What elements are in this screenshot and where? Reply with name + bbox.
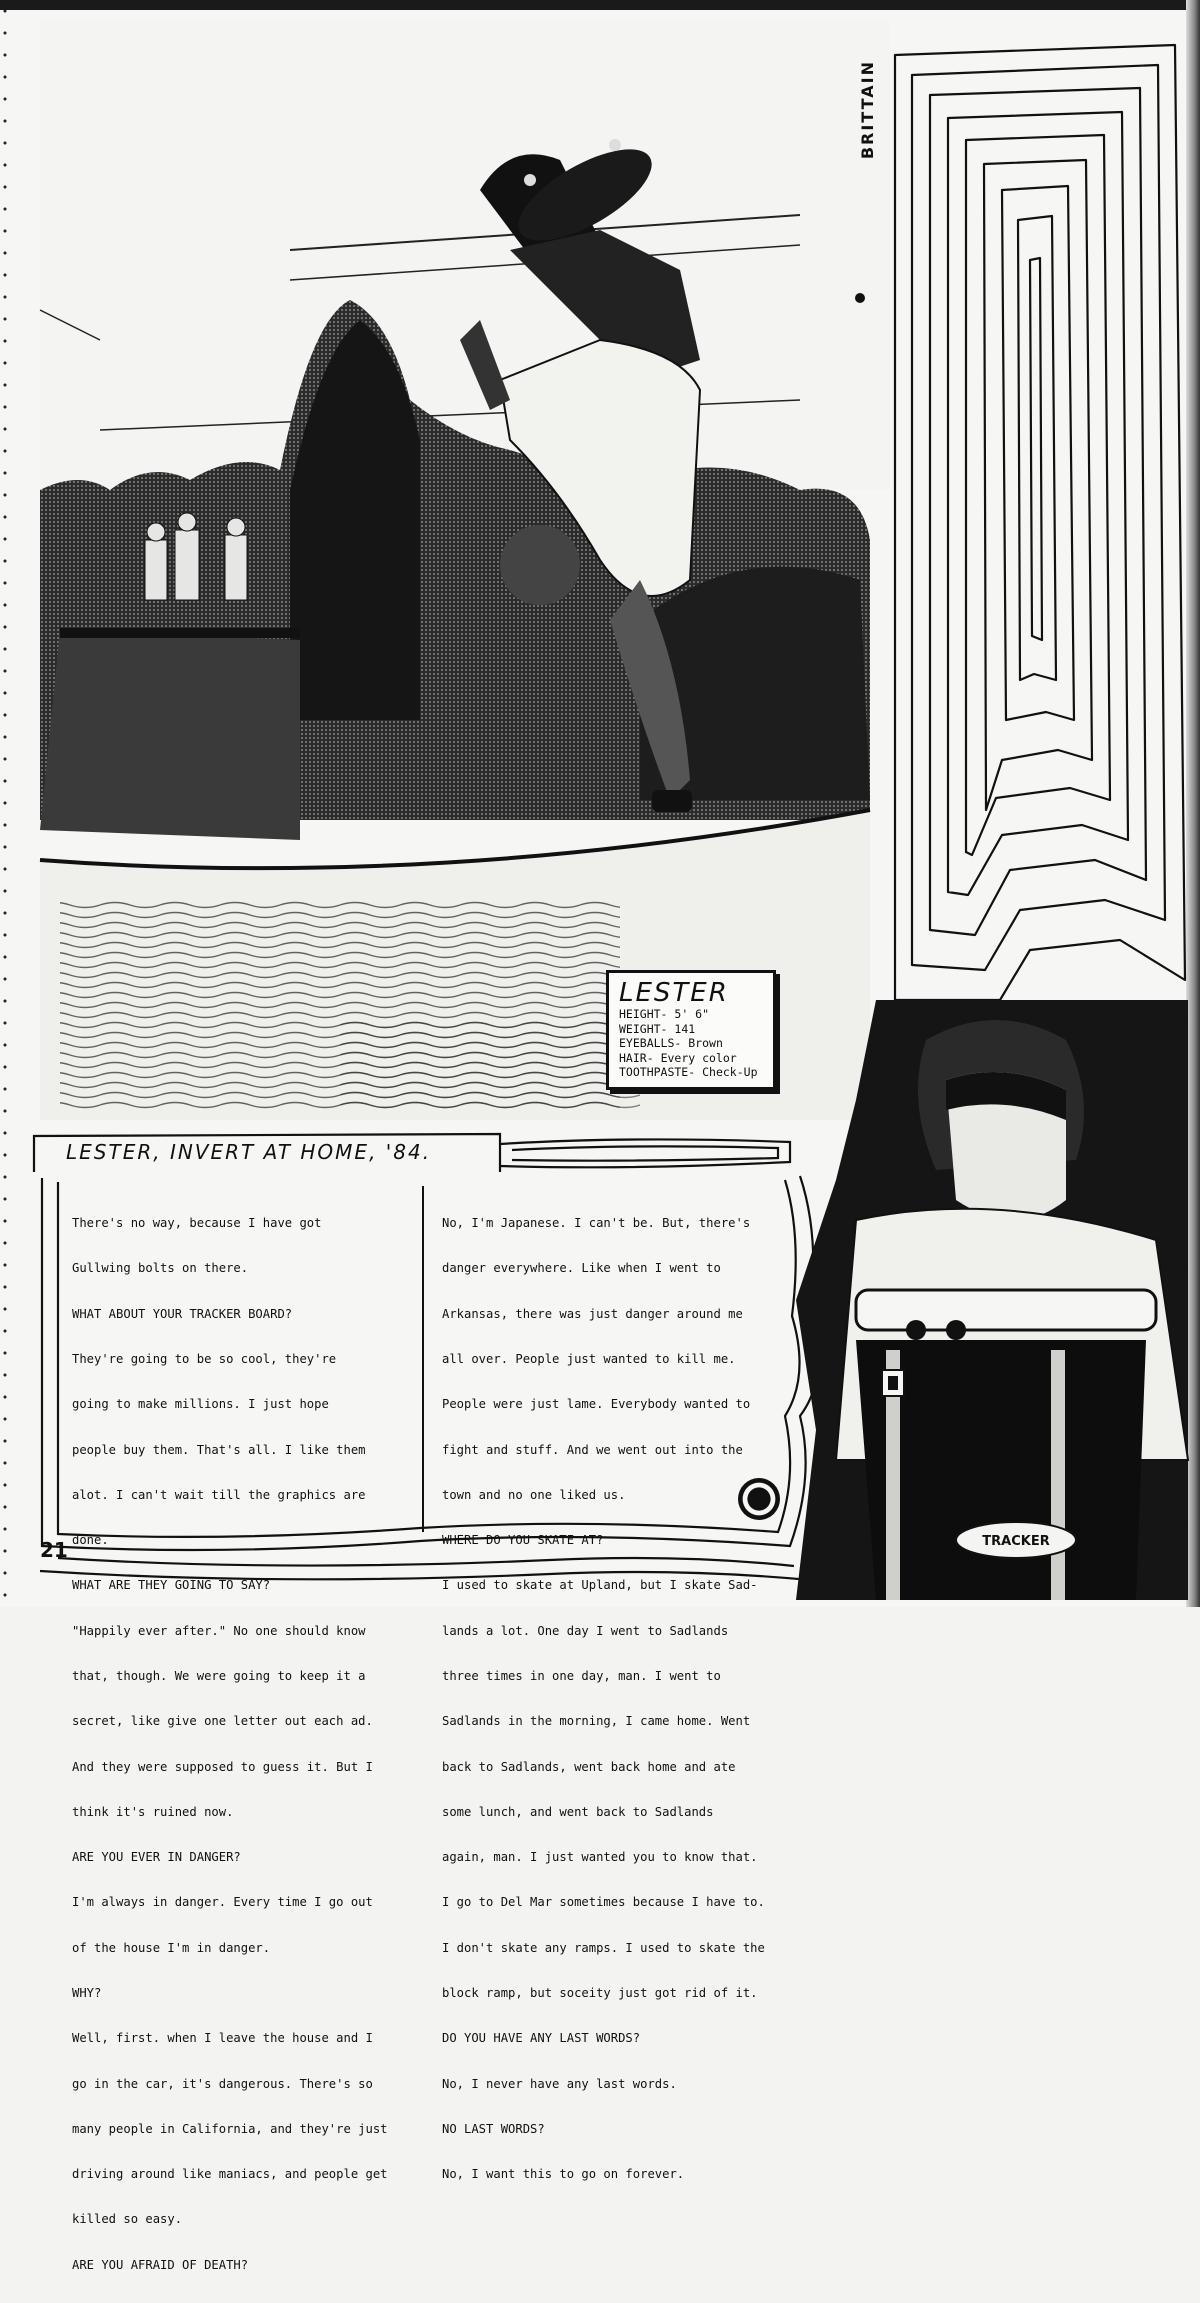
interview-line: lands a lot. One day I went to Sadlands — [442, 1623, 729, 1638]
interview-line: And they were supposed to guess it. But I — [72, 1759, 373, 1774]
stat-hair — [619, 1051, 765, 1066]
lester-portrait-photo — [796, 1000, 1188, 1600]
top-edge-strip — [0, 0, 1200, 10]
interview-line: People were just lame. Everybody wanted to — [442, 1397, 751, 1412]
interview-line: some lunch, and went back to Sadlands — [442, 1804, 714, 1819]
interview-line: I don't skate any ramps. I used to skate the — [442, 1940, 765, 1955]
stat-label: HEIGHT- — [619, 1007, 668, 1021]
interview-line: No, I never have any last words. — [442, 2076, 677, 2091]
interview-line: No, I'm Japanese. I can't be. But, there's — [442, 1216, 751, 1231]
photographer-credit: BRITTAIN — [858, 60, 877, 160]
skate-invert-photo — [40, 20, 890, 1120]
interview-line: There's no way, because I have got — [72, 1216, 322, 1231]
column-divider — [422, 1186, 424, 1532]
page-number: 21 — [40, 1538, 68, 1562]
stat-eyeballs — [619, 1036, 765, 1051]
interview-line: think it's ruined now. — [72, 1804, 234, 1819]
interview-line: "Happily ever after." No one should know — [72, 1623, 366, 1638]
interview-line: fight and stuff. And we went out into the — [442, 1442, 743, 1457]
interview-line: Well, first. when I leave the house and I — [72, 2031, 373, 2046]
interview-line: that, though. We were going to keep it a — [72, 1669, 366, 1683]
interview-line: killed so easy. — [72, 2212, 183, 2227]
interview-question: WHY? — [72, 1985, 102, 2000]
interview-line: again, man. I just wanted you to know that. — [442, 1850, 758, 1865]
interview-line: I'm always in danger. Every time I go out — [72, 1895, 373, 1910]
interview-line: going to make millions. I just hope — [72, 1397, 329, 1412]
stat-toothpaste — [619, 1065, 765, 1080]
interview-line: Gullwing bolts on there. — [72, 1261, 249, 1276]
interview-line: driving around like maniacs, and people get — [72, 2167, 388, 2182]
stat-height — [619, 1007, 765, 1022]
interview-line: town and no one liked us. — [442, 1487, 626, 1502]
photo-caption: LESTER, INVERT AT HOME, '84. — [66, 1140, 432, 1164]
interview-question: WHERE DO YOU SKATE AT? — [442, 1533, 604, 1548]
interview-line: done. — [72, 1533, 109, 1548]
stat-label: TOOTHPASTE- — [619, 1065, 696, 1079]
interview-question: ARE YOU AFRAID OF DEATH? — [72, 2257, 249, 2272]
interview-line: danger everywhere. Like when I went to — [442, 1261, 721, 1276]
rider-stats-box — [606, 970, 776, 1090]
interview-line: three times in one day, man. I went to — [442, 1669, 721, 1683]
rider-name: LESTER — [619, 978, 729, 1008]
tracker-logo: TRACKER — [982, 1534, 1050, 1549]
stat-label: HAIR- — [619, 1050, 654, 1065]
interview-line: Arkansas, there was just danger around me — [442, 1306, 743, 1321]
stat-value: 141 — [674, 1021, 696, 1036]
interview-line: people buy them. That's all. I like them — [72, 1442, 366, 1457]
interview-line: many people in California, and they're just — [72, 2121, 388, 2136]
stat-label: EYEBALLS- — [619, 1036, 682, 1050]
interview-question: ARE YOU EVER IN DANGER? — [72, 1850, 241, 1865]
interview-line: I used to skate at Upland, but I skate Sad- — [442, 1578, 758, 1593]
interview-line: back to Sadlands, went back home and ate — [442, 1759, 736, 1774]
interview-line: go in the car, it's dangerous. There's so — [72, 2076, 373, 2091]
stat-value: Check-Up — [702, 1065, 758, 1079]
interview-line: No, I want this to go on forever. — [442, 2167, 685, 2182]
interview-line: They're going to be so cool, they're — [72, 1352, 337, 1367]
interview-line: block ramp, but soceity just got rid of it. — [442, 1985, 758, 2000]
stat-value: Brown — [688, 1036, 723, 1050]
interview-line: all over. People just wanted to kill me. — [442, 1352, 736, 1367]
interview-line: of the house I'm in danger. — [72, 1940, 271, 1955]
stat-weight — [619, 1022, 765, 1037]
interview-question: NO LAST WORDS? — [442, 2121, 545, 2136]
interview-line: alot. I can't wait till the graphics are — [72, 1487, 366, 1502]
stat-value: Every color — [660, 1050, 737, 1065]
interview-column-left — [72, 1186, 412, 2303]
interview-line: Sadlands in the morning, I came home. Went — [442, 1714, 751, 1729]
stat-value: 5' 6" — [674, 1007, 710, 1021]
binding-perforation — [2, 0, 8, 1607]
interview-question: DO YOU HAVE ANY LAST WORDS? — [442, 2031, 641, 2046]
interview-question: WHAT ARE THEY GOING TO SAY? — [72, 1578, 271, 1593]
interview-line: secret, like give one letter out each ad. — [72, 1714, 373, 1729]
stat-label: WEIGHT- — [619, 1021, 668, 1036]
interview-column-right — [442, 1186, 787, 2212]
interview-line: I go to Del Mar sometimes because I have to. — [442, 1895, 765, 1910]
interview-question: WHAT ABOUT YOUR TRACKER BOARD? — [72, 1306, 293, 1321]
end-mark-icon — [738, 1478, 780, 1520]
hand-drawn-contour-art — [890, 40, 1190, 1000]
